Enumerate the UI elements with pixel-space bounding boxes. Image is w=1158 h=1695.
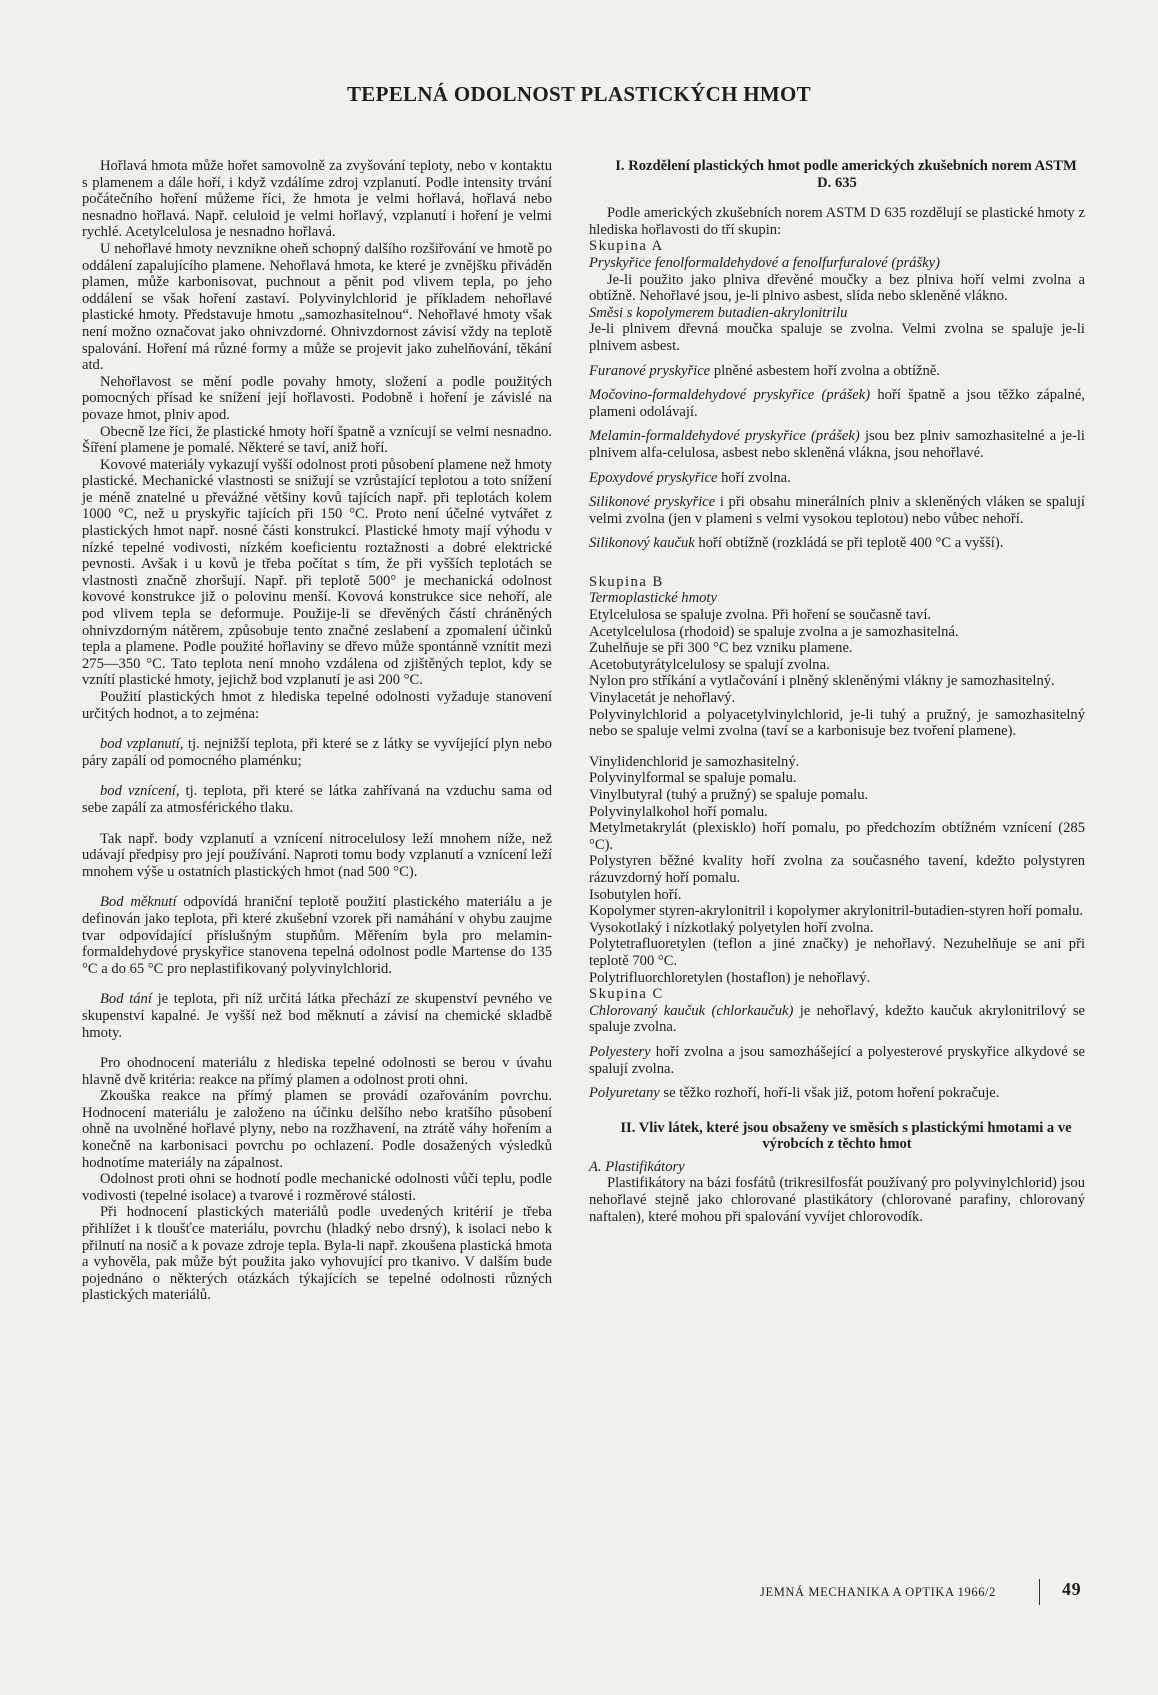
group-a-paragraph: Močovino-formaldehydové pryskyřice (prášek) hoří špatně a jsou těžko zápalné, plameni odolávají. bbox=[589, 387, 1085, 420]
body-paragraph: Pro ohodnocení materiálu z hlediska tepelné odolnosti se berou v úvahu hlavně dvě kritéria: reakce na přímý plamen a odolnost proti ohni. bbox=[82, 1055, 552, 1088]
group-b-list-2 bbox=[589, 754, 1085, 986]
left-column bbox=[82, 158, 552, 1304]
body-paragraph: Nehořlavost se mění podle povahy hmoty, složení a podle použitých pomocných přísad ke snížení její hořlavosti. Podobně i hoření je závislé na povaze hmot, plniv apod. bbox=[82, 373, 552, 423]
group-a-paragraph: Silikonové pryskyřice i při obsahu minerálních plniv a skleněných vláken se spalují velmi zvolna (jen v plameni s velmi vysokou teplotou) nebo vůbec nehoří. bbox=[589, 494, 1085, 527]
group-a-paragraph: Epoxydové pryskyřice hoří zvolna. bbox=[589, 469, 791, 486]
group-a-paragraph: Melamin-formaldehydové pryskyřice (prášek) jsou bez plniv samozhasitelné a je-li plnivem alfa-celulosa, asbest nebo skleněná vlákna, jsou nehořlavé. bbox=[589, 428, 1085, 461]
body-paragraph: Bod měknutí odpovídá hraniční teplotě použití plastického materiálu a je definován jako teplota, při které zkušební vzorek při namáhání v ohybu zaujme tvar odpovídající příslušným stupňům. Měřením byla pro melamin-formaldehydové pryskyřice stanovena tepelná odolnost podle Martense do 135 °C a do 65 °C pro neplastifikovaný polyvinylchlorid. bbox=[82, 894, 553, 977]
right-column bbox=[589, 158, 1085, 1225]
material-line: Isobutylen hoří. bbox=[589, 886, 682, 903]
journal-name: JEMNÁ MECHANIKA A OPTIKA 1966/2 bbox=[760, 1585, 996, 1599]
group-a-paragraph: Je-li plnivem dřevná moučka spaluje se zvolna. Velmi zvolna se spaluje je-li plnivem asbest. bbox=[589, 321, 1085, 354]
body-paragraph: Při hodnocení plastických materiálů podle uvedených kritérií je třeba přihlížet i k tloušťce materiálu, povrchu (hladký nebo drsný), k isolaci nebo k přilnutí na nosič a k povaze zdroje tepla. Byla-li např. zkoušena plastická hmota a vyhověla, pak může být použita jako vyhovující pro tkanivo. V dalším bude pojednáno o některých otázkách týkajících se tepelné odolnosti různých plastických materiálů. bbox=[82, 1204, 552, 1304]
material-line: Polyvinylalkohol hoří pomalu. bbox=[589, 803, 768, 820]
section-2-paragraph: Plastifikátory na bázi fosfátů (trikresilfosfát používaný pro polyvinylchlorid) jsou nehořlavé stejně jako chlorované plastikátory (chlorované parafiny, chlorovaný naftalen), které mohou při spalování vyvíjet chlorovodík. bbox=[589, 1175, 1085, 1225]
body-paragraph: Hořlavá hmota může hořet samovolně za zvyšování teploty, nebo v kontaktu s plamenem a dále hoří, i když vzdálíme zdroj vzplanutí. Podle intensity trvání počátečního hoření můžeme říci, že hmota je velmi hořlavá, hořlavá nebo nesnadno hořlavá. Např. celuloid je velmi hořlavý, vzplanutí i hoření je velmi rychlé. Acetylcelulosa je nesnadno hořlavá. bbox=[82, 158, 552, 241]
group-c-paragraph: Polyestery hoří zvolna a jsou samozhášející a polyesterové pryskyřice alkydové se spalují zvolna. bbox=[589, 1043, 1085, 1077]
group-a-paragraph: Silikonový kaučuk hoří obtížně (rozkládá se při teplotě 400 °C a vyšší). bbox=[589, 535, 1004, 552]
material-line: Etylcelulosa se spaluje zvolna. Při hoření se současně taví. bbox=[589, 607, 932, 624]
group-a-paragraph: Je-li použito jako plniva dřevěné moučky a bez plniva hoří velmi zvolna a obtížně. Nehořlavé jsou, je-li plnivo asbest, slída nebo skleněné vlákno. bbox=[589, 271, 1085, 305]
footer-divider bbox=[1039, 1579, 1040, 1605]
body-paragraph: Bod tání je teplota, při níž určitá látka přechází ze skupenství pevného ve skupenství kapalné. Je vyšší než bod měknutí a závisí na chemické skladbě hmoty. bbox=[82, 991, 552, 1041]
group-c-paragraph: Chlorovaný kaučuk (chlorkaučuk) je nehořlavý, kdežto kaučuk akrylonitrilový se spaluje zvolna. bbox=[589, 1002, 1085, 1036]
material-line: Acetobutyrátylcelulosy se spalují zvolna. bbox=[589, 656, 830, 673]
section-2-heading: II. Vliv látek, které jsou obsaženy ve směsích s plastickými hmotami a ve výrobcích z těchto hmot bbox=[620, 1119, 1072, 1153]
material-line: Vinylacetát je nehořlavý. bbox=[589, 690, 736, 707]
material-line: Polytetrafluoretylen (teflon a jiné značky) je nehořlavý. Nezuhelňuje se ani při teplotě 700 °C. bbox=[589, 936, 1085, 969]
group-b-heading: Skupina B bbox=[589, 573, 664, 590]
group-b-list-1 bbox=[589, 607, 1085, 740]
material-line: Acetylcelulosa (rhodoid) se spaluje zvolna a je samozhasitelná. bbox=[589, 623, 959, 640]
material-line: Zuhelňuje se při 300 °C bez vzniku plamene. bbox=[589, 640, 853, 657]
group-a-subheading-2: Směsi s kopolymerem butadien-akrylonitrilu bbox=[589, 304, 848, 321]
group-a-heading: Skupina A bbox=[589, 238, 664, 255]
group-c-heading: Skupina C bbox=[589, 986, 664, 1003]
section-2-subheading: A. Plastifikátory bbox=[589, 1158, 685, 1175]
group-b-subheading: Termoplastické hmoty bbox=[589, 590, 717, 607]
body-paragraph: bod vznícení, tj. teplota, při které se látka zahřívaná na vzduchu sama od sebe zapálí za atmosférického tlaku. bbox=[82, 783, 552, 816]
material-line: Metylmetakrylát (plexisklo) hoří pomalu, po předchozím obtížném vznícení (285 °C). bbox=[589, 820, 1085, 853]
section-1-heading: I. Rozdělení plastických hmot podle amerických zkušebních norem ASTM D. 635 bbox=[615, 158, 1077, 191]
body-paragraph: Obecně lze říci, že plastické hmoty hoří špatně a vznícují se velmi nesnadno. Šíření plamene je pomalé. Některé se taví, aniž hoří. bbox=[82, 423, 552, 457]
body-paragraph: Kovové materiály vykazují vyšší odolnost proti působení plamene než hmoty plastické. Mechanické vlastnosti se snižují se vzrůstající teplotou a toto snížení je méně znatelné u převážné většiny kovů tajících např. při teplotách kolem 1000 °C, než u pryskyřic tajících při 150 °C. Proto není účelné vytvářet z plastických hmot např. nosné části konstrukcí. Plastické hmoty mají výhodu v nízké tepelné vodivosti, nízkém koeficientu roztažnosti a dobré elektrické pevnosti. Avšak i u kovů je třeba počítat s tím, že při vyšších teplotách se vlastnosti značně zhoršují. Např. při teplotě 500° je mechanická odolnost kovové konstrukce již o polovinu menší. Kovová konstrukce sice nehoří, ale pod vlivem tepla se deformuje. Použije-li se dřevěných částí chráněných ohnivzdorným nátěrem, způsobuje tento značné zeslabení a zpomalení účinků tepla a plamene. Podle použité hořlaviny se dřevo může spontánně vznítit mezi 275—350 °C. Tato teplota není mnoho vzdálena od zjištěných teplot, kdy se vznítí plastické hmoty, jejichž bod vzplanutí je asi 200 °C. bbox=[82, 456, 552, 689]
body-paragraph: Tak např. body vzplanutí a vznícení nitrocelulosy leží mnohem níže, než udávají předpisy pro její používání. Naproti tomu body vzplanutí a vznícení leží mnohem výše u ostatních plastických hmot (nad 500 °C). bbox=[82, 830, 552, 880]
material-line: Polyvinylchlorid a polyacetylvinylchlorid, je-li tuhý a pružný, je samozhasitelný nebo se spaluje velmi zvolna (taví se a karbonisuje bez tvoření plamene). bbox=[589, 706, 1085, 740]
group-a-subheading-1: Pryskyřice fenolformaldehydové a fenolfurfuralové (prášky) bbox=[589, 254, 940, 271]
article-title: TEPELNÁ ODOLNOST PLASTICKÝCH HMOT bbox=[346, 82, 811, 106]
material-line: Polyvinylformal se spaluje pomalu. bbox=[589, 770, 797, 787]
material-line: Vysokotlaký i nízkotlaký polyetylen hoří zvolna. bbox=[589, 919, 874, 936]
body-paragraph: Použití plastických hmot z hlediska tepelné odolnosti vyžaduje stanovení určitých hodnot, a to zejména: bbox=[82, 689, 552, 722]
material-line: Polystyren běžné kvality hoří zvolna za současného tavení, kdežto polystyren rázuvzdorný hoří pomalu. bbox=[589, 853, 1085, 886]
body-paragraph: bod vzplanutí, tj. nejnižší teplota, při které se z látky se vyvíjející plyn nebo páry zapálí od pomocného plaménku; bbox=[82, 736, 552, 769]
group-a-paragraph: Furanové pryskyřice plněné asbestem hoří zvolna a obtížně. bbox=[589, 362, 940, 379]
material-line: Nylon pro stříkání a vytlačování i plněný skleněnými vlákny je samozhasitelný. bbox=[589, 673, 1055, 690]
material-line: Vinylidenchlorid je samozhasitelný. bbox=[589, 753, 800, 770]
page-number: 49 bbox=[1062, 1579, 1082, 1599]
group-c-paragraph: Polyuretany se těžko rozhoří, hoří-li však již, potom hoření pokračuje. bbox=[589, 1085, 1000, 1102]
material-line: Polytrifluorchloretylen (hostaflon) je nehořlavý. bbox=[589, 969, 871, 986]
body-paragraph: Odolnost proti ohni se hodnotí podle mechanické odolnosti vůči teplu, podle vodivosti (tepelné isolace) a tvarové i rozměrové stálosti. bbox=[82, 1171, 552, 1204]
material-line: Kopolymer styren-akrylonitril i kopolymer akrylonitril-butadien-styren hoří pomalu. bbox=[589, 903, 1084, 920]
body-paragraph: Zkouška reakce na přímý plamen se provádí ozařováním povrchu. Hodnocení materiálu je založeno na účinku delšího nebo kratšího působení ohně na uvolněné hořlavé plyny, nebo na rozžhavení, na ztrátě váhy hořením a konečně na karbonisaci povrchu po ochlazení. Podle dosažených výsledků hodnotíme materiály na zápalnost. bbox=[82, 1088, 552, 1171]
material-line: Vinylbutyral (tuhý a pružný) se spaluje pomalu. bbox=[589, 787, 869, 803]
body-paragraph: U nehořlavé hmoty nevznikne oheň schopný dalšího rozšiřování ve hmotě po oddálení zapalujícího plamene. Nehořlavá hmota, ke které je zvnějšku přiváděn plamen, může karbonisovat, puchnout a pěnit pod vlivem tepla, po jeho oddálení se však hoření zastaví. Polyvinylchlorid je příkladem nehořlavé plastické hmoty. Představuje hmotu „samozhasitelnou“. Nehořlavé hmoty však není možno označovat jako ohnivzdorné. Ohnivzdornost závisí vždy na teplotě spalování. Hoření má různé formy a může se projevit jako zuhelňování, těkání atd. bbox=[82, 240, 552, 374]
section-1-intro: Podle amerických zkušebních norem ASTM D 635 rozdělují se plastické hmoty z hlediska hořlavosti do tří skupin: bbox=[589, 205, 1085, 238]
